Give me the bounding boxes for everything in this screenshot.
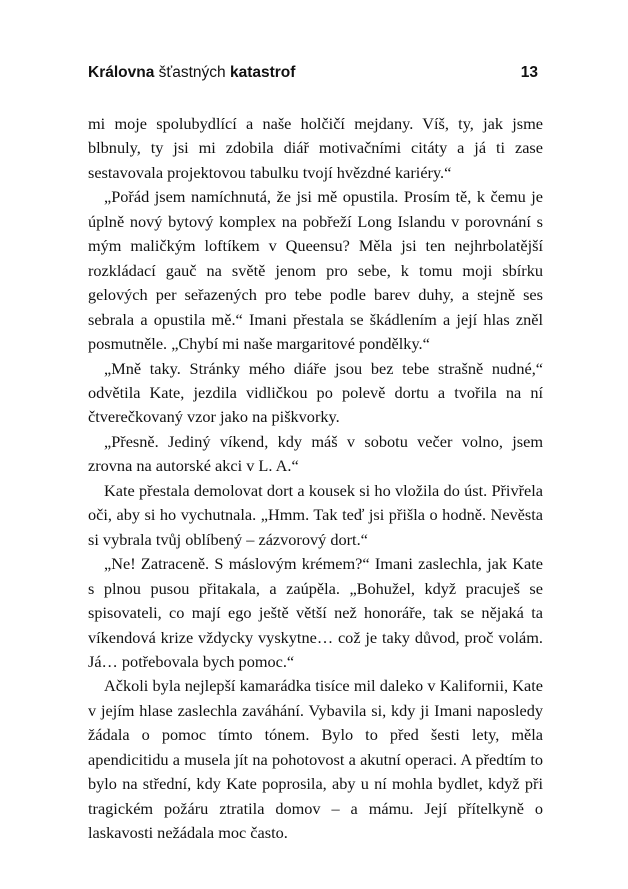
paragraph: Kate přestala demolovat dort a kousek si ho vložila do úst. Přivřela oči, aby si ho vychutnala. „Hmm. Tak teď jsi přišla o hodně. Nevěsta si vybrala tvůj oblíbený – zázvorový dort.“: [88, 480, 543, 549]
paragraph: mi moje spolubydlící a naše holčičí mejdany. Víš, ty, jak jsme blbnuly, ty jsi mi zdobila diář motivačními citáty a já ti zase sestavovala projektovou tabulku tvojí hvězdné kariéry.“: [88, 114, 543, 182]
paragraph: „Mně taky. Stránky mého diáře jsou bez tebe strašně nudné,“ odvětila Kate, jezdila vidličkou po polevě dortu a tvořila na ní čtverečkovaný vzor jako na piškvorky.: [88, 358, 543, 427]
book-title: [88, 64, 295, 82]
page-number: 13: [520, 64, 538, 81]
book-title-part-3: katastrof: [229, 64, 296, 81]
running-header: [88, 64, 538, 84]
book-title-part-2: šťastných: [158, 64, 226, 81]
paragraph: „Pořád jsem namíchnutá, že jsi mě opustila. Prosím tě, k čemu je úplně nový bytový komplex na pobřeží Long Islandu v porovnání s mým maličkým loftíkem v Queensu? Měla jsi ten nejhrbolatější rozkládací gauč na světě jenom pro sebe, k tomu moji sbírku gelových per seřazených pro tebe podle barev duhy, a stejně ses sebrala a opustila mě.“ Imani přestala se škádlením a její hlas zněl posmutněle. „Chybí mi naše margaritové pondělky.“: [88, 187, 543, 354]
page-body: [88, 112, 543, 846]
paragraph: „Ne! Zatraceně. S máslovým krémem?“ Imani zaslechla, jak Kate s plnou pusou přitakala, a zaúpěla. „Bohužel, když pracuješ se spisovateli, co mají ego ještě větší než honoráře, tak se nějaká ta víkendová krize vždycky vyskytne… což je taky důvod, proč volám. Já… potřebovala bych pomoc.“: [88, 554, 543, 671]
paragraph: Ačkoli byla nejlepší kamarádka tisíce mil daleko v Kalifornii, Kate v jejím hlase zaslechla zaváhání. Vybavila si, kdy ji Imani naposledy žádala o pomoc tímto tónem. Bylo to před šesti lety, měla apendicitidu a musela jít na pohotovost a akutní operaci. A předtím to bylo na střední, kdy Kate poprosila, aby u ní mohla bydlet, když při tragickém požáru ztratila domov – a mámu. Její přítelkyně o laskavosti nežádala moc často.: [88, 676, 543, 843]
paragraph: „Přesně. Jediný víkend, kdy máš v sobotu večer volno, jsem zrovna na autorské akci v L. A.“: [88, 431, 543, 476]
book-title-part-1: Královna: [88, 64, 155, 81]
